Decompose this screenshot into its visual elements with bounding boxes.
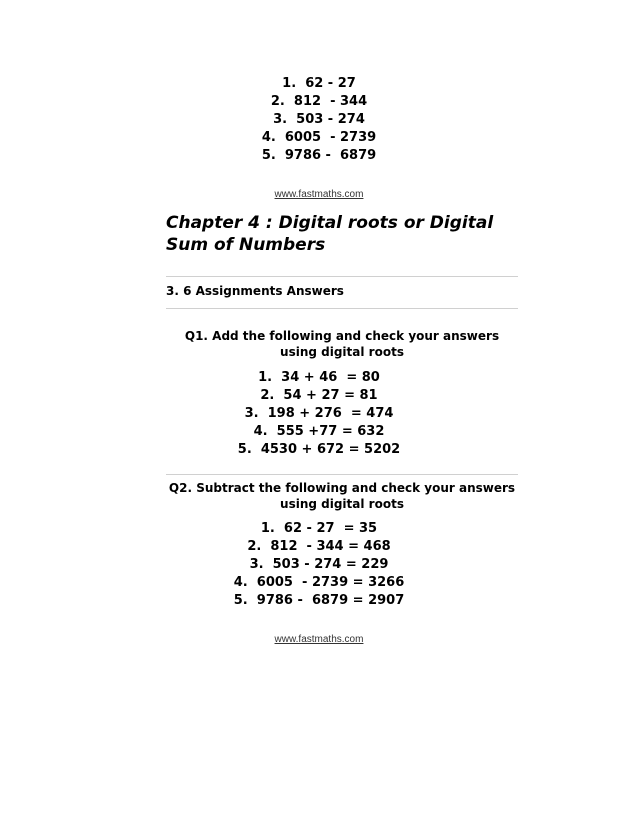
fastmaths-link[interactable]: www.fastmaths.com — [274, 189, 364, 200]
fastmaths-link[interactable]: www.fastmaths.com — [274, 634, 364, 645]
q2-answer: 4. 6005 - 2739 = 3266 — [233, 575, 405, 590]
question-2: Q2. Subtract the following and check your answers using digital roots — [168, 481, 516, 511]
q1-answer: 5. 4530 + 672 = 5202 — [237, 442, 401, 457]
divider — [166, 308, 518, 309]
q2-answer: 2. 812 - 344 = 468 — [247, 539, 391, 554]
divider — [166, 276, 518, 277]
top-list-item: 1. 62 - 27 — [282, 76, 356, 91]
q2-answer: 5. 9786 - 6879 = 2907 — [233, 593, 405, 608]
question-1: Q1. Add the following and check your answers using digital roots — [184, 329, 500, 359]
q1-answer: 2. 54 + 27 = 81 — [260, 388, 378, 403]
top-list-item: 4. 6005 - 2739 — [261, 130, 377, 145]
q2-answer: 1. 62 - 27 = 35 — [260, 521, 378, 536]
top-list-item: 3. 503 - 274 — [273, 112, 365, 127]
q1-answer: 4. 555 +77 = 632 — [253, 424, 385, 439]
q2-answer: 3. 503 - 274 = 229 — [249, 557, 389, 572]
section-title: 3. 6 Assignments Answers — [166, 284, 344, 298]
top-list-item: 2. 812 - 344 — [270, 94, 368, 109]
divider — [166, 474, 518, 475]
chapter-title: Chapter 4 : Digital roots or Digital Sum of Numbers — [166, 213, 494, 255]
q1-answer: 3. 198 + 276 = 474 — [244, 406, 394, 421]
q1-answer: 1. 34 + 46 = 80 — [258, 370, 380, 385]
top-list-item: 5. 9786 - 6879 — [261, 148, 377, 163]
